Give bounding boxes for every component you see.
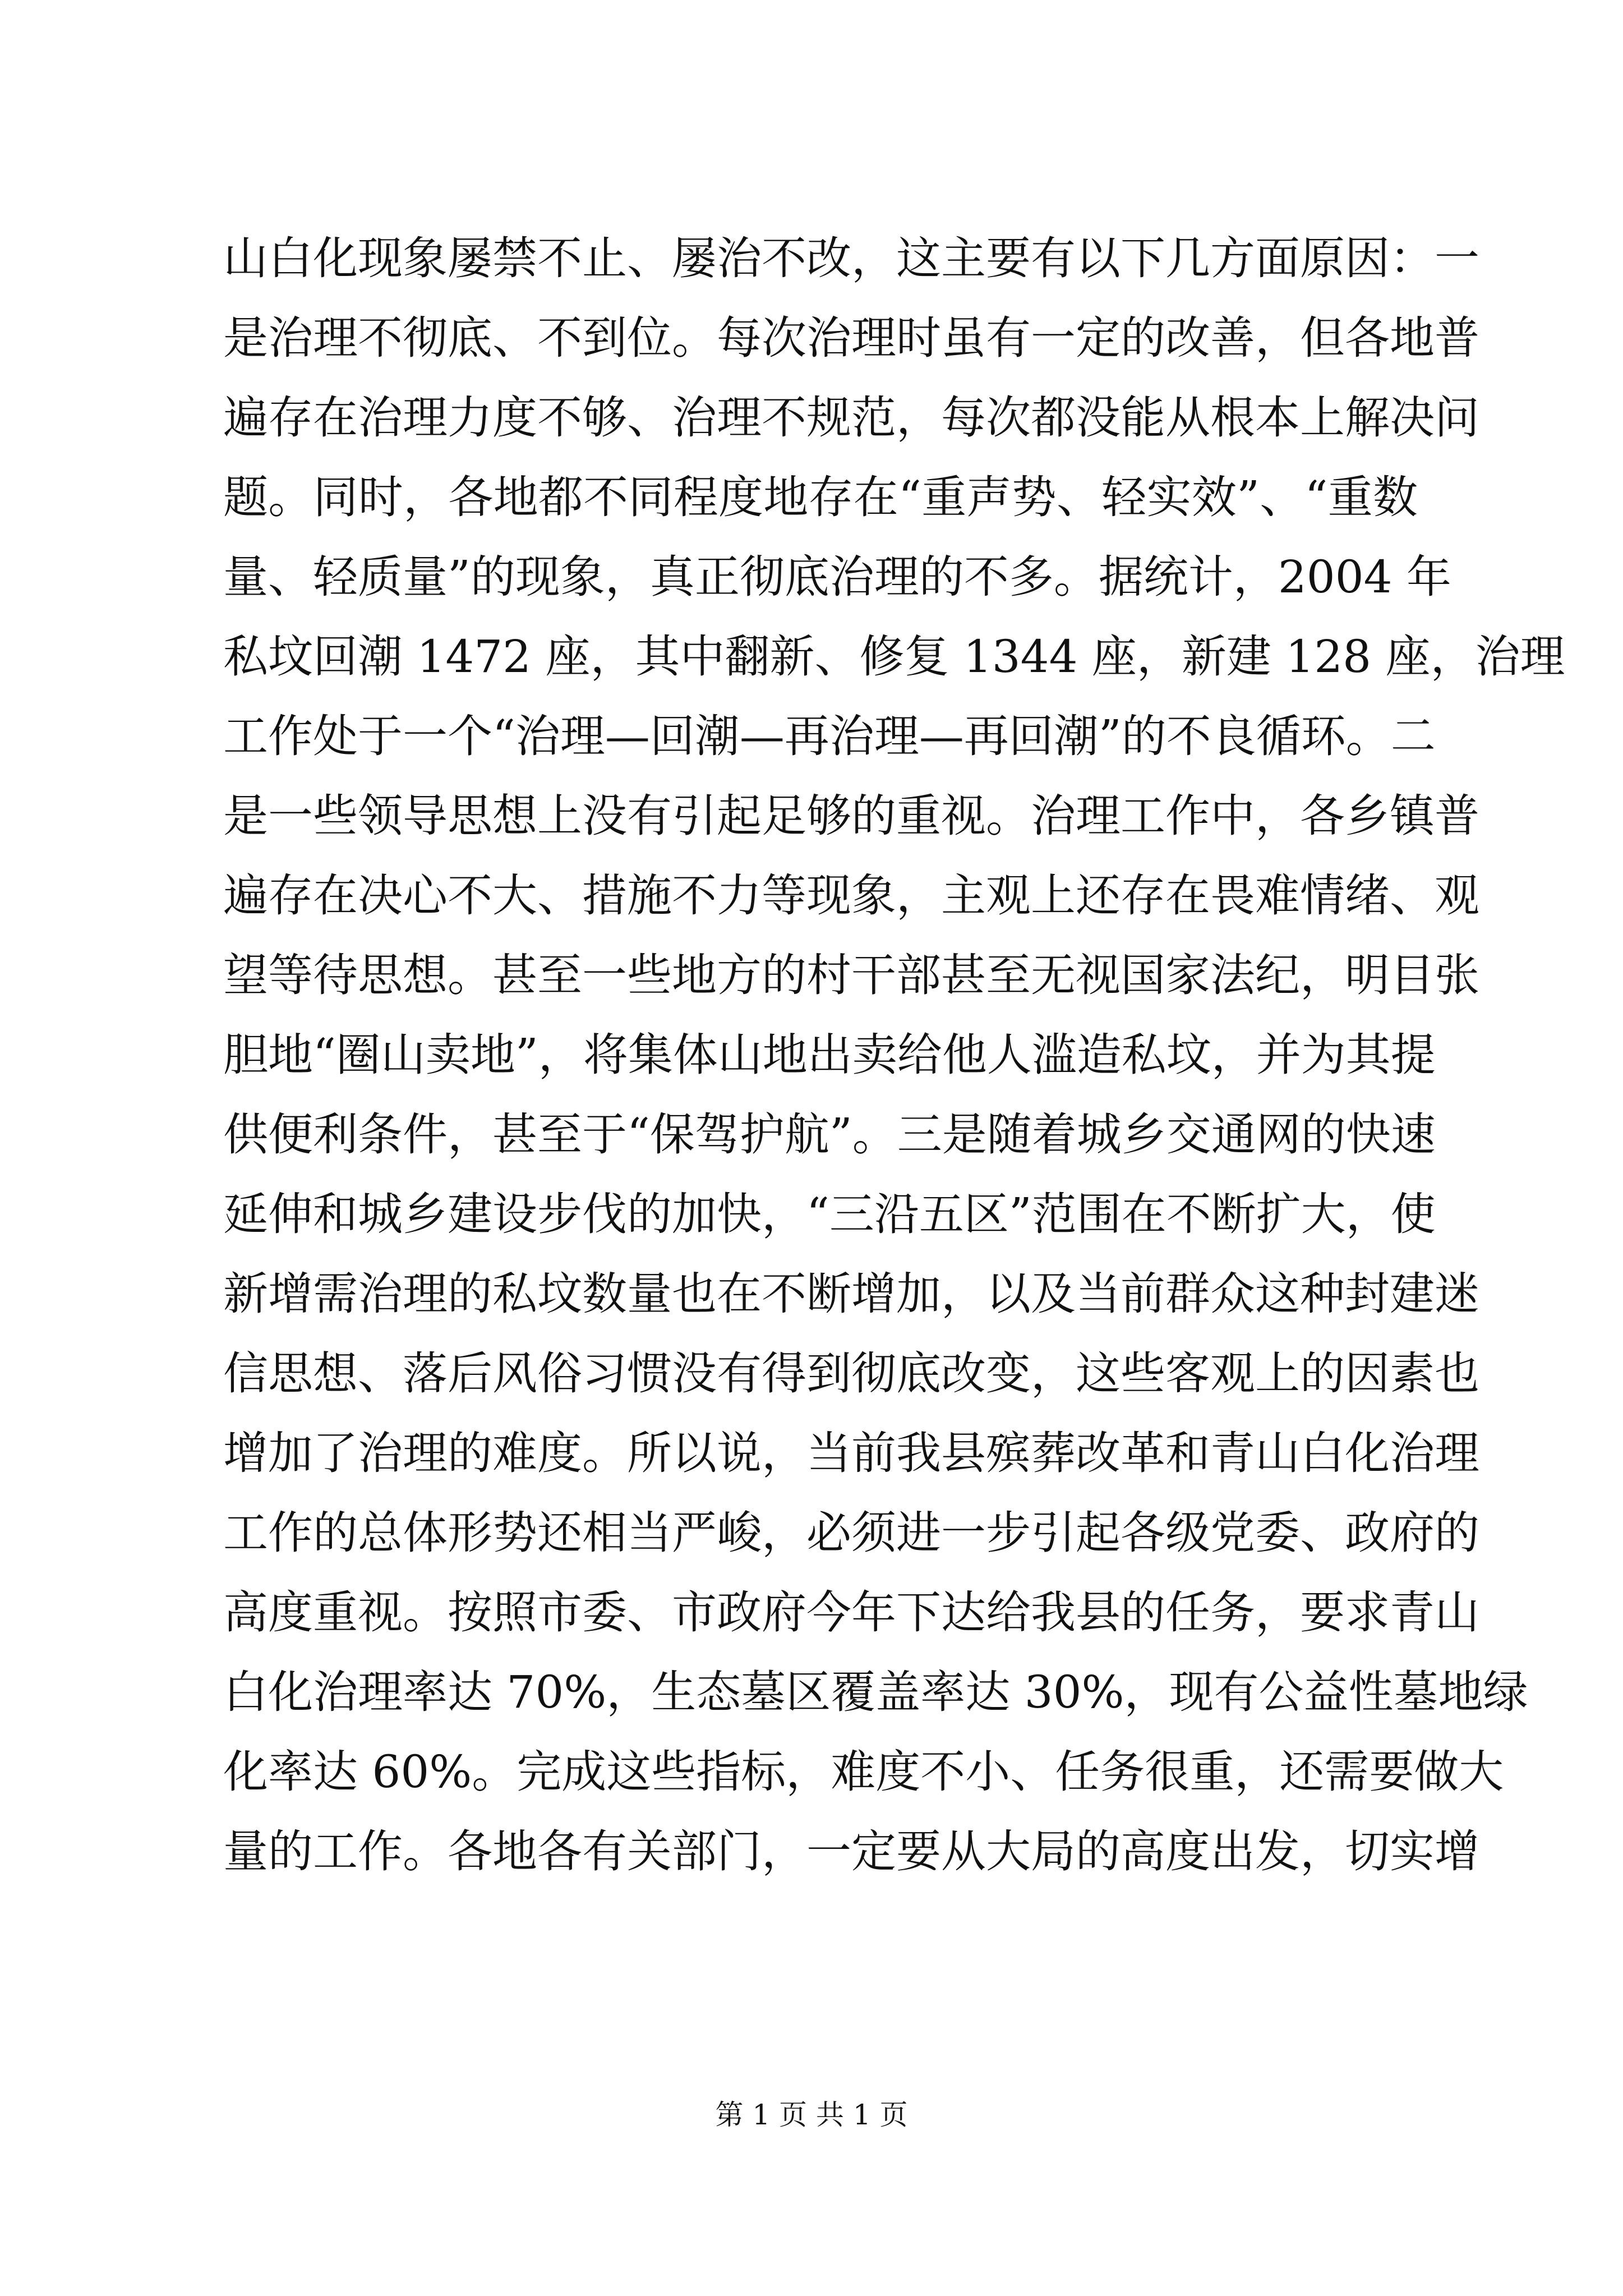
text-line: 山白化现象屡禁不止、屡治不改，这主要有以下几方面原因：一 [223, 232, 1479, 284]
page-number-footer: 第 1 页 共 1 页 [715, 2099, 908, 2131]
text-line: 是治理不彻底、不到位。每次治理时虽有一定的改善，但各地普 [223, 312, 1479, 364]
text-line: 是一些领导思想上没有引起足够的重视。治理工作中，各乡镇普 [223, 790, 1479, 842]
text-line: 新增需治理的私坟数量也在不断增加，以及当前群众这种封建迷 [223, 1268, 1479, 1320]
text-line: 量的工作。各地各有关部门，一定要从大局的高度出发，切实增 [223, 1825, 1479, 1878]
text-line: 遍存在治理力度不够、治理不规范，每次都没能从根本上解决问 [223, 392, 1479, 444]
text-line: 题。同时，各地都不同程度地存在“重声势、轻实效”、“重数 [223, 471, 1418, 523]
text-line: 遍存在决心不大、措施不力等现象，主观上还存在畏难情绪、观 [223, 869, 1479, 922]
text-line: 望等待思想。甚至一些地方的村干部甚至无视国家法纪，明目张 [223, 949, 1479, 1001]
text-line: 量、轻质量”的现象，真正彻底治理的不多。据统计，2004 年 [223, 551, 1451, 603]
text-line: 增加了治理的难度。所以说，当前我县殡葬改革和青山白化治理 [223, 1427, 1479, 1479]
text-line: 信思想、落后风俗习惯没有得到彻底改变，这些客观上的因素也 [223, 1347, 1479, 1400]
text-line: 胆地“圈山卖地”，将集体山地出卖给他人滥造私坟，并为其提 [223, 1029, 1436, 1081]
text-line: 私坟回潮 1472 座，其中翻新、修复 1344 座，新建 128 座，治理 [223, 631, 1565, 683]
text-line: 供便利条件，甚至于“保驾护航”。三是随着城乡交通网的快速 [223, 1108, 1436, 1161]
text-line: 工作的总体形势还相当严峻，必须进一步引起各级党委、政府的 [223, 1507, 1479, 1559]
text-line: 高度重视。按照市委、市政府今年下达给我县的任务，要求青山 [223, 1586, 1479, 1639]
text-line: 白化治理率达 70%，生态墓区覆盖率达 30%，现有公益性墓地绿 [223, 1666, 1528, 1718]
body-paragraph [223, 219, 1565, 1892]
text-line: 延伸和城乡建设步伐的加快，“三沿五区”范围在不断扩大，使 [223, 1188, 1436, 1240]
text-line: 工作处于一个“治理—回潮—再治理—再回潮”的不良循环。二 [223, 710, 1436, 762]
text-line: 化率达 60%。完成这些指标，难度不小、任务很重，还需要做大 [223, 1746, 1504, 1798]
